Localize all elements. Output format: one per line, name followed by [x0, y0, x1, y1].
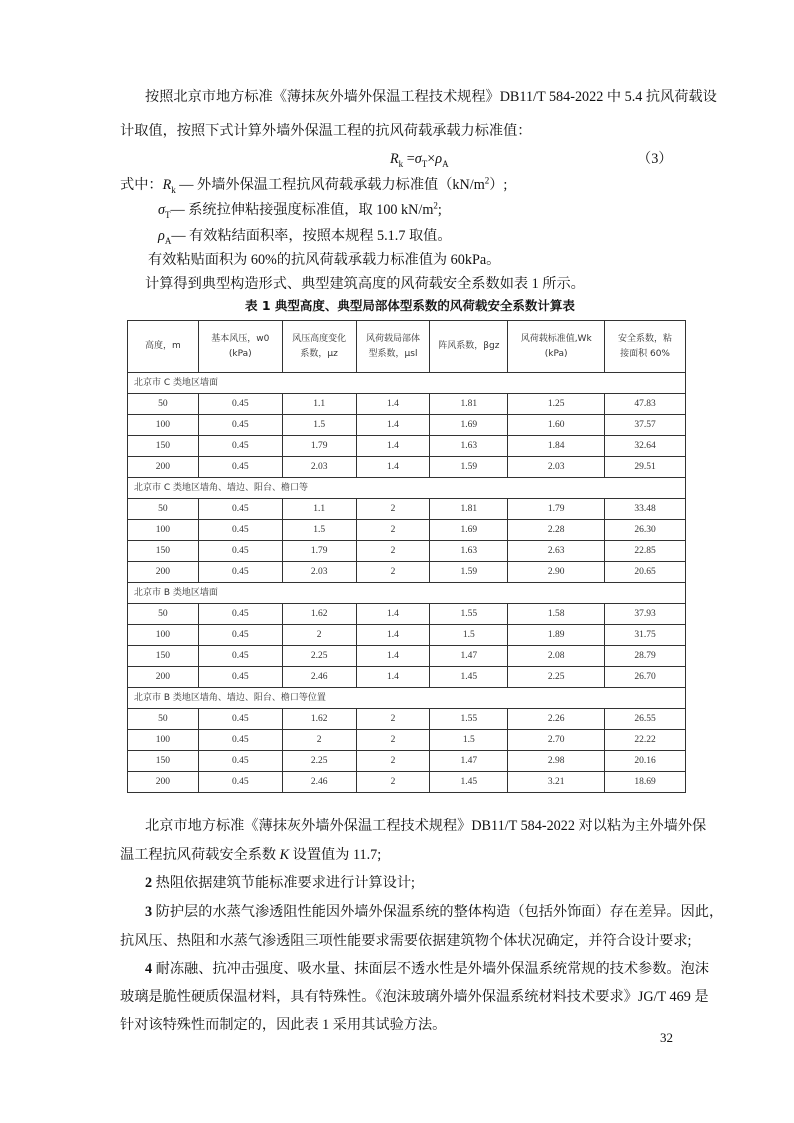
def3-text: — 有效粘结面积率，按照本规程 5.1.7 取值。 [171, 228, 452, 244]
def2-symbol: σ [158, 202, 165, 218]
table-header-cell [198, 321, 282, 373]
def1-end: ）; [489, 177, 508, 193]
formula-number: （3） [637, 151, 673, 167]
header-text: 系数，μz [300, 348, 338, 359]
table-cell: 20.16 [605, 751, 686, 772]
table-cell: 1.5 [282, 415, 356, 436]
header-text: (kPa) [544, 348, 568, 359]
table-cell: 28.79 [605, 646, 686, 667]
table-cell: 1.81 [430, 499, 508, 520]
table-cell: 2.70 [508, 730, 605, 751]
table-header-row [128, 321, 686, 373]
table-cell: 2 [282, 730, 356, 751]
table-cell: 0.45 [198, 457, 282, 478]
table-cell: 1.4 [356, 646, 430, 667]
item-4-line-1 [145, 960, 709, 978]
table-cell: 1.47 [430, 751, 508, 772]
item-2-number: 2 [145, 875, 153, 891]
definition-rk [120, 176, 507, 194]
p1-pre: 温工程抗风荷载安全系数 [120, 847, 280, 863]
table-cell: 200 [128, 772, 199, 793]
table-cell: 2.98 [508, 751, 605, 772]
table-cell: 50 [128, 499, 199, 520]
section-row [128, 688, 686, 709]
table-header-cell [356, 321, 430, 373]
table-cell: 2 [356, 499, 430, 520]
table-row [128, 457, 686, 478]
table-cell: 1.62 [282, 709, 356, 730]
table-cell: 1.59 [430, 457, 508, 478]
item-3-line-1 [145, 903, 723, 921]
table-cell: 0.45 [198, 751, 282, 772]
item-2-text: 热阻依据建筑节能标准要求进行计算设计; [152, 875, 415, 891]
table-header-cell [282, 321, 356, 373]
table-cell: 2 [356, 709, 430, 730]
section-title: 北京市 C 类地区墙角、墙边、阳台、檐口等 [128, 478, 686, 499]
table-cell: 150 [128, 436, 199, 457]
table-cell: 150 [128, 646, 199, 667]
after-p1-line-1: 北京市地方标准《薄抹灰外墙外保温工程技术规程》DB11/T 584-2022 对以粘为主外墙外保 [145, 818, 707, 834]
table-cell: 2.25 [508, 667, 605, 688]
table-cell: 50 [128, 709, 199, 730]
item-4-line-3: 针对该特殊性而制定的，因此表 1 采用其试验方法。 [120, 1017, 447, 1033]
table-cell: 47.83 [605, 394, 686, 415]
table-cell: 200 [128, 562, 199, 583]
table-cell: 1.1 [282, 499, 356, 520]
table-cell: 1.4 [356, 667, 430, 688]
header-text: 安全系数，粘 [618, 333, 673, 344]
def1-sup: 2 [484, 175, 490, 186]
table-cell: 0.45 [198, 415, 282, 436]
table-cell: 2.25 [282, 646, 356, 667]
table-cell: 2.08 [508, 646, 605, 667]
table-cell: 2.28 [508, 520, 605, 541]
def1-sub: k [171, 184, 176, 195]
item-3-text: 防护层的水蒸气渗透阻性能因外墙外保温系统的整体构造（包括外饰面）存在差异。因此， [152, 904, 724, 920]
item-2 [145, 874, 415, 892]
def2-sub: T [165, 209, 171, 220]
def1-symbol: R [162, 177, 172, 193]
formula [390, 150, 449, 168]
table-header-cell [128, 321, 199, 373]
formula-lhs-sub: k [398, 158, 404, 169]
table-cell: 1.5 [282, 520, 356, 541]
table-header-cell [430, 321, 508, 373]
table-row [128, 394, 686, 415]
table-cell: 2 [282, 625, 356, 646]
table-cell: 2 [356, 520, 430, 541]
item-4-line-2: 玻璃是脆性硬质保温材料，具有特殊性。《泡沫玻璃外墙外保温系统材料技术要求》JG/T 469 是 [120, 989, 709, 1005]
table-cell: 2 [356, 751, 430, 772]
def3-symbol: ρ [158, 228, 165, 244]
header-text: 风荷载标准值,Wk [520, 333, 592, 344]
table-cell: 0.45 [198, 499, 282, 520]
section-title: 北京市 B 类地区墙角、墙边、阳台、檐口等位置 [128, 688, 686, 709]
table-cell: 1.84 [508, 436, 605, 457]
table-cell: 2.25 [282, 751, 356, 772]
intro-line-1: 按照北京市地方标准《薄抹灰外墙外保温工程技术规程》DB11/T 584-2022 中 5.4 抗风荷载设 [145, 89, 717, 105]
table-cell: 0.45 [198, 709, 282, 730]
item-4-text: 耐冻融、抗冲击强度、吸水量、抹面层不透水性是外墙外保温系统常规的技术参数。泡沫 [152, 961, 709, 977]
table-cell: 1.4 [356, 625, 430, 646]
table-cell: 1.62 [282, 604, 356, 625]
table-cell: 2 [356, 541, 430, 562]
table-cell: 2 [356, 730, 430, 751]
table-cell: 1.4 [356, 457, 430, 478]
table-cell: 100 [128, 520, 199, 541]
table-cell: 2.03 [282, 457, 356, 478]
table-cell: 1.55 [430, 709, 508, 730]
table-row [128, 772, 686, 793]
table-cell: 1.59 [430, 562, 508, 583]
header-text: 接面积 60% [620, 348, 670, 359]
table-cell: 22.22 [605, 730, 686, 751]
table-cell: 100 [128, 415, 199, 436]
formula-times: × [427, 151, 436, 167]
table-row [128, 415, 686, 436]
table-cell: 0.45 [198, 772, 282, 793]
section-row [128, 478, 686, 499]
table-cell: 1.4 [356, 415, 430, 436]
table-header-cell [508, 321, 605, 373]
def2-sup: 2 [433, 200, 438, 211]
table-cell: 1.45 [430, 667, 508, 688]
table-cell: 26.30 [605, 520, 686, 541]
formula-eq: = [403, 151, 415, 167]
line-60-percent: 有效粘贴面积为 60%的抗风荷载承载力标准值为 60kPa。 [148, 252, 501, 268]
table-cell: 1.79 [282, 541, 356, 562]
table-cell: 0.45 [198, 394, 282, 415]
table-cell: 0.45 [198, 730, 282, 751]
def2-end: ; [437, 202, 442, 218]
table-cell: 0.45 [198, 625, 282, 646]
table-row [128, 604, 686, 625]
table-cell: 33.48 [605, 499, 686, 520]
formula-rho: ρ [435, 151, 443, 167]
table-cell: 0.45 [198, 541, 282, 562]
table-cell: 22.85 [605, 541, 686, 562]
table-cell: 2.63 [508, 541, 605, 562]
table-cell: 0.45 [198, 646, 282, 667]
formula-lhs: R [390, 151, 399, 167]
intro-line-2: 计取值，按照下式计算外墙外保温工程的抗风荷载承载力标准值： [120, 123, 532, 139]
item-3-line-2: 抗风压、热阻和水蒸气渗透阻三项性能要求需要依据建筑物个体状况确定，并符合设计要求; [120, 933, 692, 949]
table-cell: 0.45 [198, 520, 282, 541]
table-cell: 29.51 [605, 457, 686, 478]
table-cell: 1.69 [430, 415, 508, 436]
section-title: 北京市 C 类地区墙面 [128, 373, 686, 394]
table-cell: 2.90 [508, 562, 605, 583]
table-cell: 2.03 [282, 562, 356, 583]
def-prefix: 式中： [120, 177, 163, 193]
table-cell: 2.46 [282, 667, 356, 688]
line-calc: 计算得到典型构造形式、典型建筑高度的风荷载安全系数如表 1 所示。 [145, 276, 585, 292]
table-cell: 3.21 [508, 772, 605, 793]
table-cell: 1.4 [356, 436, 430, 457]
table-cell: 1.69 [430, 520, 508, 541]
table-cell: 50 [128, 604, 199, 625]
table-cell: 1.63 [430, 436, 508, 457]
table-cell: 18.69 [605, 772, 686, 793]
formula-sigma-sub: T [421, 158, 428, 169]
table-cell: 200 [128, 667, 199, 688]
table-cell: 31.75 [605, 625, 686, 646]
def1-text: — 外墙外保温工程抗风荷载承载力标准值（kN/m [175, 177, 485, 193]
table-header-cell [605, 321, 686, 373]
header-text: 风荷载局部体 [365, 333, 420, 344]
header-text: 风压高度变化 [292, 333, 347, 344]
table-cell: 37.93 [605, 604, 686, 625]
header-text: 阵风系数，βgz [438, 341, 500, 351]
table-cell: 2 [356, 562, 430, 583]
after-p1-line-2 [120, 846, 381, 864]
safety-factor-table [127, 320, 686, 793]
definition-sigma [158, 201, 442, 219]
table-cell: 1.79 [508, 499, 605, 520]
def3-sub: A [164, 235, 172, 246]
table-cell: 20.65 [605, 562, 686, 583]
table-row [128, 730, 686, 751]
table-cell: 1.4 [356, 394, 430, 415]
table-cell: 1.4 [356, 604, 430, 625]
table-cell: 2.03 [508, 457, 605, 478]
table-cell: 0.45 [198, 604, 282, 625]
formula-sigma: σ [414, 151, 422, 167]
table-cell: 1.5 [430, 730, 508, 751]
table-cell: 1.63 [430, 541, 508, 562]
table-row [128, 562, 686, 583]
table-cell: 1.55 [430, 604, 508, 625]
table-cell: 1.25 [508, 394, 605, 415]
table-row [128, 646, 686, 667]
table-row [128, 709, 686, 730]
table-cell: 1.1 [282, 394, 356, 415]
header-text: (kPa) [228, 348, 252, 359]
table-row [128, 499, 686, 520]
table-cell: 37.57 [605, 415, 686, 436]
table-cell: 150 [128, 751, 199, 772]
table-cell: 1.58 [508, 604, 605, 625]
table-row [128, 625, 686, 646]
item-4-number: 4 [145, 961, 153, 977]
header-text: 基本风压，w0 [211, 333, 270, 344]
table-cell: 1.5 [430, 625, 508, 646]
table-row [128, 751, 686, 772]
page-number: 32 [660, 1030, 673, 1045]
section-row [128, 583, 686, 604]
table-cell: 2.26 [508, 709, 605, 730]
table-row [128, 436, 686, 457]
table-cell: 150 [128, 541, 199, 562]
def2-text: — 系统拉伸粘接强度标准值，取 100 kN/m [170, 202, 434, 218]
formula-rho-sub: A [442, 158, 449, 169]
section-row [128, 373, 686, 394]
table-cell: 32.64 [605, 436, 686, 457]
item-3-number: 3 [145, 904, 153, 920]
table-cell: 100 [128, 625, 199, 646]
table-cell: 100 [128, 730, 199, 751]
table-cell: 0.45 [198, 562, 282, 583]
table-cell: 0.45 [198, 436, 282, 457]
table-row [128, 541, 686, 562]
table-cell: 26.55 [605, 709, 686, 730]
definition-rho [158, 227, 452, 245]
table-cell: 2 [356, 772, 430, 793]
table-row [128, 520, 686, 541]
table-cell: 1.89 [508, 625, 605, 646]
table-cell: 0.45 [198, 667, 282, 688]
section-title: 北京市 B 类地区墙面 [128, 583, 686, 604]
table-cell: 200 [128, 457, 199, 478]
header-text: 型系数，μsl [368, 348, 418, 359]
table-row [128, 667, 686, 688]
table-cell: 1.47 [430, 646, 508, 667]
table-cell: 1.60 [508, 415, 605, 436]
p1-k: K [279, 847, 290, 863]
table-cell: 1.81 [430, 394, 508, 415]
table-cell: 1.79 [282, 436, 356, 457]
table-cell: 26.70 [605, 667, 686, 688]
table-cell: 50 [128, 394, 199, 415]
table-cell: 2.46 [282, 772, 356, 793]
p1-post: 设置值为 11.7; [289, 847, 382, 863]
header-text: 高度，m [145, 341, 181, 351]
table-cell: 1.45 [430, 772, 508, 793]
table-caption: 表 1 典型高度、典型局部体型系数的风荷载安全系数计算表 [245, 298, 575, 313]
